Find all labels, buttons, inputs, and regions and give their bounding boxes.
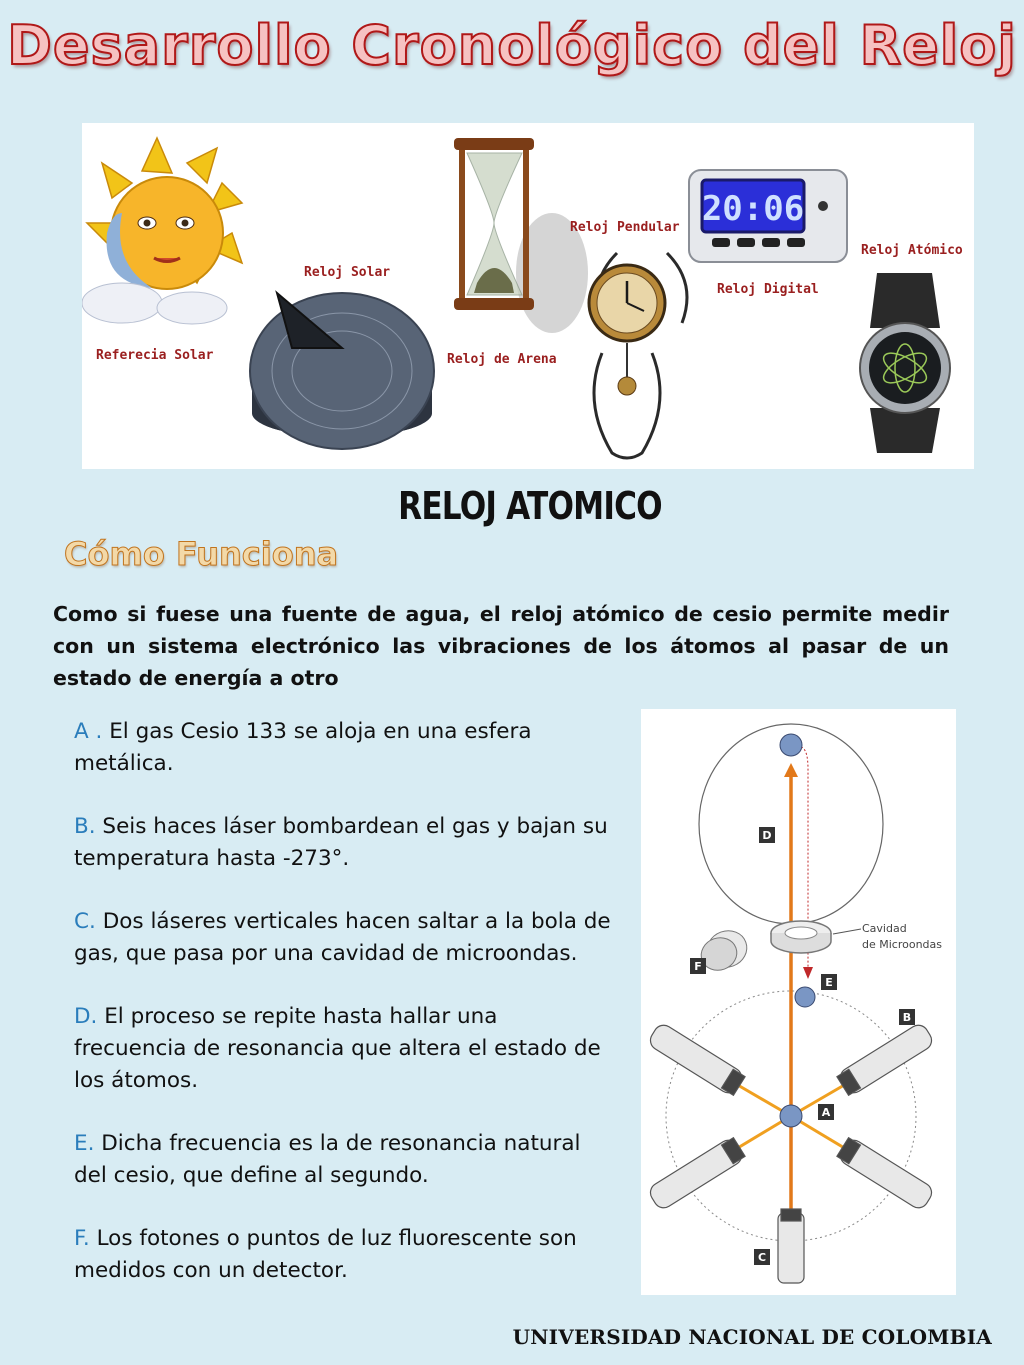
tag-f bbox=[690, 958, 706, 974]
step-letter: E. bbox=[74, 1131, 95, 1156]
footer-institution: UNIVERSIDAD NACIONAL DE COLOMBIA bbox=[512, 1325, 992, 1349]
steps-list bbox=[74, 716, 614, 1318]
cesium-ball-a bbox=[780, 1105, 802, 1127]
step-c bbox=[74, 906, 614, 970]
tag-d bbox=[759, 827, 775, 843]
cavity-label-1: Cavidad bbox=[862, 922, 907, 935]
cavity-label-2: de Microondas bbox=[862, 938, 943, 951]
step-f bbox=[74, 1223, 614, 1287]
step-letter: A . bbox=[74, 719, 103, 744]
step-letter: D. bbox=[74, 1004, 98, 1029]
label-solar-reference: Referecia Solar bbox=[96, 348, 214, 363]
sundial-icon bbox=[250, 293, 434, 449]
tag-b bbox=[899, 1009, 915, 1025]
clock-timeline-image bbox=[82, 123, 974, 469]
digital-display: 20:06 bbox=[701, 189, 805, 229]
label-hourglass: Reloj de Arena bbox=[447, 352, 557, 367]
label-digital: Reloj Digital bbox=[717, 282, 819, 297]
intro-paragraph: Como si fuese una fuente de agua, el reloj atómico de cesio permite medir con un sistema electrónico las vibraciones de los átomos al pasar de un estado de energía a otro bbox=[53, 602, 949, 690]
digital-clock-icon bbox=[689, 170, 847, 262]
tag-e bbox=[821, 974, 837, 990]
page-title: Desarrollo Cronológico del Reloj bbox=[7, 14, 1017, 77]
step-text: Dos láseres verticales hacen saltar a la bola de gas, que pasa por una cavidad de microondas. bbox=[74, 909, 611, 966]
atomic-clock-diagram bbox=[641, 709, 956, 1295]
tag-c bbox=[754, 1249, 770, 1265]
step-text: Dicha frecuencia es la de resonancia natural del cesio, que define al segundo. bbox=[74, 1131, 581, 1188]
step-text: Seis haces láser bombardean el gas y bajan su temperatura hasta -273°. bbox=[74, 814, 608, 871]
step-letter: B. bbox=[74, 814, 96, 839]
arrow-up-icon bbox=[784, 763, 798, 777]
svg-text:E: E bbox=[825, 976, 833, 989]
label-pendulum: Reloj Pendular bbox=[570, 220, 680, 235]
step-text: El gas Cesio 133 se aloja en una esfera metálica. bbox=[74, 719, 532, 776]
svg-text:C: C bbox=[757, 1251, 767, 1264]
section-heading: RELOJ ATOMICO bbox=[398, 484, 662, 528]
step-text: Los fotones o puntos de luz fluorescente son medidos con un detector. bbox=[74, 1226, 577, 1283]
step-a bbox=[74, 716, 614, 780]
subheading: Cómo Funciona bbox=[64, 535, 339, 573]
tag-a bbox=[818, 1104, 834, 1120]
step-d bbox=[74, 1001, 614, 1097]
step-letter: C. bbox=[74, 909, 96, 934]
cesium-ball-e bbox=[795, 987, 815, 1007]
step-b bbox=[74, 811, 614, 875]
hourglass-icon bbox=[454, 138, 588, 333]
svg-text:D: D bbox=[762, 829, 772, 842]
atomic-watch-icon bbox=[860, 273, 950, 453]
svg-text:A: A bbox=[821, 1106, 831, 1119]
step-text: El proceso se repite hasta hallar una frecuencia de resonancia que altera el estado de los átomos. bbox=[74, 1004, 601, 1093]
pendulum-clock-icon bbox=[589, 253, 687, 458]
svg-text:B: B bbox=[902, 1011, 912, 1024]
label-atomic: Reloj Atómico bbox=[861, 243, 963, 258]
cesium-ball-top bbox=[780, 734, 802, 756]
step-letter: F. bbox=[74, 1226, 90, 1251]
microwave-cavity bbox=[771, 921, 831, 953]
arrow-down-icon bbox=[803, 967, 813, 979]
step-e bbox=[74, 1128, 614, 1192]
sun-icon bbox=[82, 138, 242, 324]
label-sundial: Reloj Solar bbox=[304, 265, 391, 280]
svg-text:F: F bbox=[694, 960, 702, 973]
